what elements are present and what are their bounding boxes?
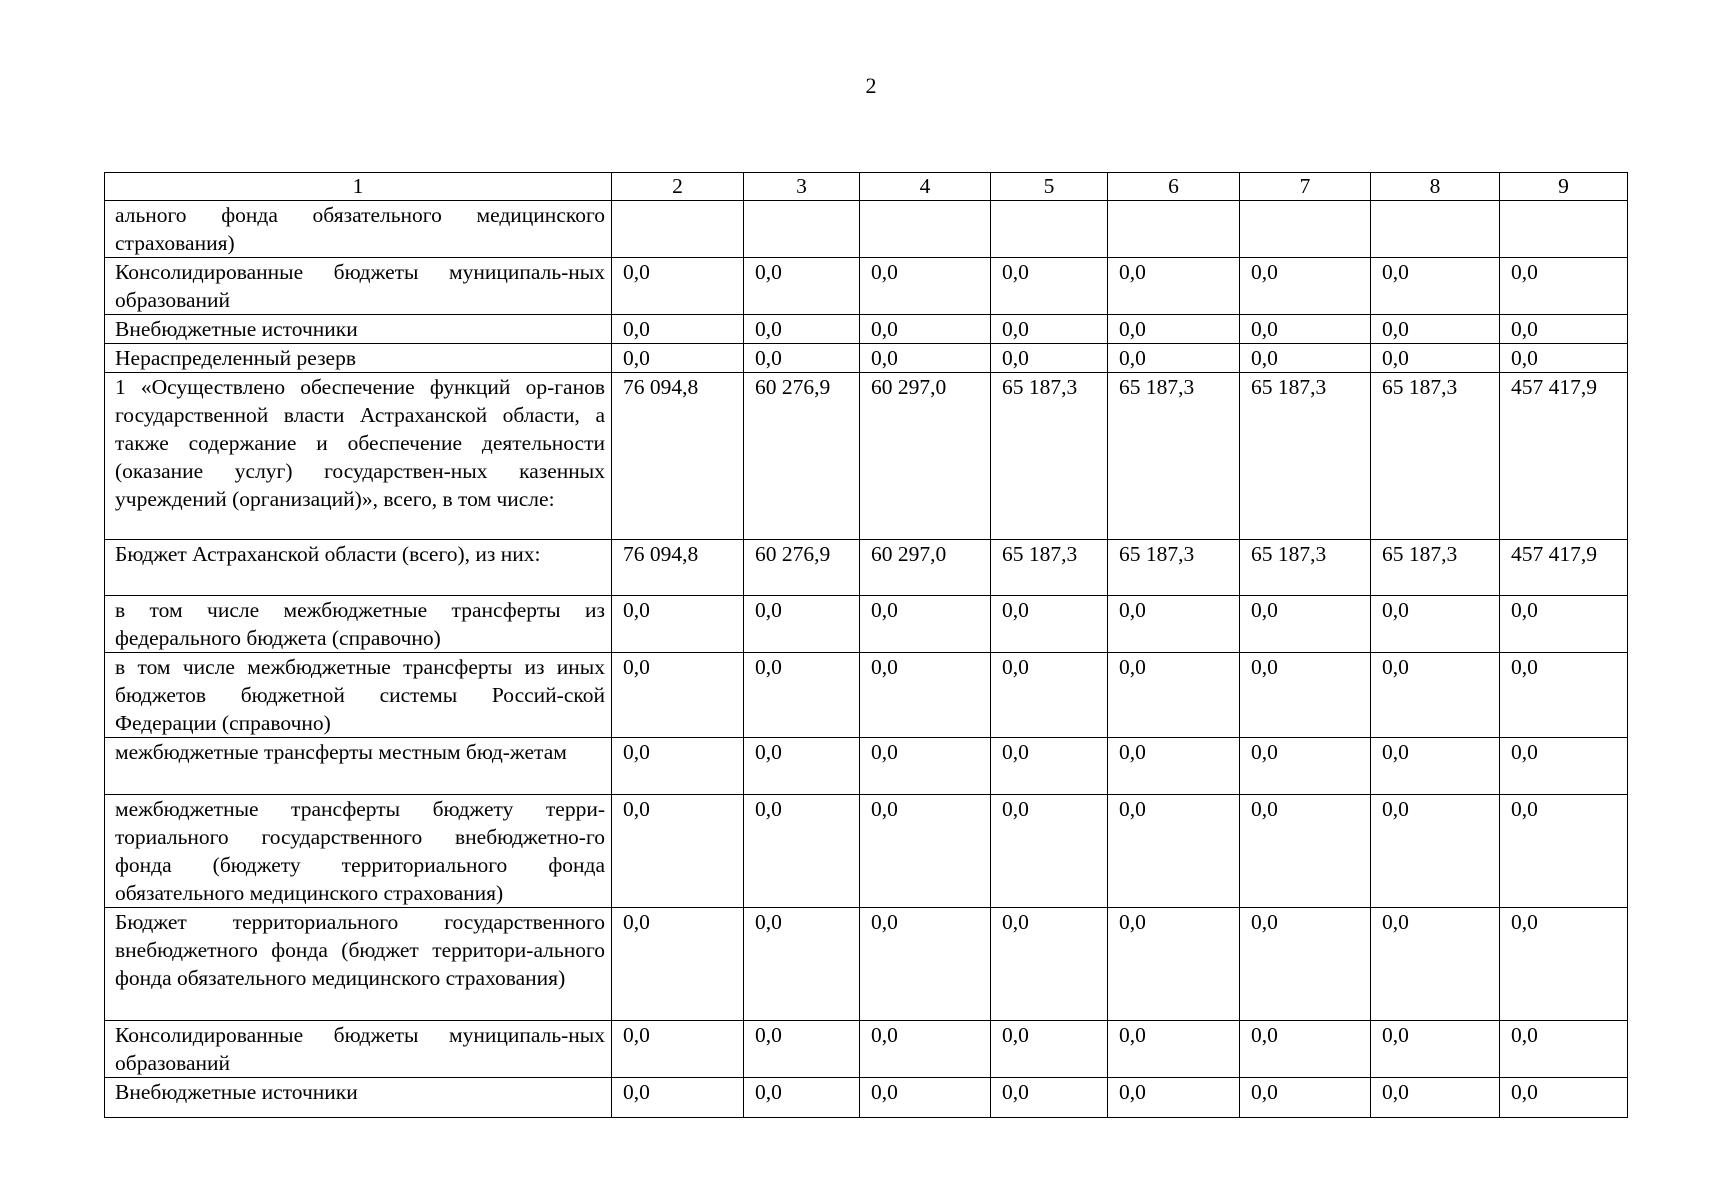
table-row: [105, 1078, 1628, 1118]
value-cell: 0,0: [1108, 1021, 1240, 1078]
value-cell: [612, 201, 744, 258]
budget-table: [104, 172, 1628, 1118]
table-row: [105, 373, 1628, 540]
value-cell: 0,0: [1500, 795, 1628, 908]
value-cell: 0,0: [991, 344, 1108, 373]
row-label: Консолидированные бюджеты муниципаль-ных образований: [105, 1021, 612, 1078]
value-cell: 65 187,3: [1240, 540, 1371, 596]
value-cell: 0,0: [991, 738, 1108, 795]
value-cell: 0,0: [1240, 258, 1371, 315]
value-cell: 0,0: [860, 738, 991, 795]
value-cell: 0,0: [1500, 1021, 1628, 1078]
value-cell: 0,0: [991, 1078, 1108, 1118]
value-cell: 0,0: [1371, 344, 1500, 373]
table-row: [105, 258, 1628, 315]
value-cell: 0,0: [1240, 653, 1371, 738]
value-cell: 0,0: [991, 1021, 1108, 1078]
column-number-3: 3: [744, 173, 860, 201]
value-cell: 0,0: [860, 795, 991, 908]
row-label: в том числе межбюджетные трансферты из иных бюджетов бюджетной системы Россий-ской Федерации (справочно): [105, 653, 612, 738]
value-cell: 0,0: [1500, 596, 1628, 653]
value-cell: 0,0: [1240, 344, 1371, 373]
column-number-8: 8: [1371, 173, 1500, 201]
table-row: [105, 795, 1628, 908]
value-cell: 0,0: [860, 315, 991, 344]
value-cell: 0,0: [1108, 344, 1240, 373]
value-cell: 0,0: [612, 596, 744, 653]
value-cell: [1371, 201, 1500, 258]
column-number-header-row: [105, 173, 1628, 201]
value-cell: 0,0: [991, 258, 1108, 315]
value-cell: [860, 201, 991, 258]
page-number: 2: [865, 73, 877, 98]
value-cell: [1240, 201, 1371, 258]
value-cell: 0,0: [860, 258, 991, 315]
row-label: Внебюджетные источники: [105, 315, 612, 344]
table-row: [105, 908, 1628, 1021]
value-cell: 0,0: [744, 258, 860, 315]
value-cell: 0,0: [1108, 596, 1240, 653]
value-cell: 0,0: [1371, 596, 1500, 653]
value-cell: 0,0: [860, 653, 991, 738]
value-cell: 65 187,3: [1240, 373, 1371, 540]
value-cell: 0,0: [1108, 258, 1240, 315]
value-cell: 76 094,8: [612, 540, 744, 596]
value-cell: 60 276,9: [744, 373, 860, 540]
value-cell: 0,0: [1371, 795, 1500, 908]
value-cell: 65 187,3: [991, 540, 1108, 596]
value-cell: 0,0: [1500, 738, 1628, 795]
value-cell: 0,0: [612, 344, 744, 373]
value-cell: 0,0: [1240, 908, 1371, 1021]
row-label: Внебюджетные источники: [105, 1078, 612, 1118]
value-cell: 0,0: [744, 908, 860, 1021]
value-cell: 60 276,9: [744, 540, 860, 596]
value-cell: 65 187,3: [1108, 373, 1240, 540]
value-cell: 0,0: [991, 596, 1108, 653]
value-cell: 76 094,8: [612, 373, 744, 540]
value-cell: 0,0: [1371, 258, 1500, 315]
value-cell: 0,0: [860, 596, 991, 653]
row-label: Бюджет территориального государственного внебюджетного фонда (бюджет территори-ального фонда обязательного медицинского страхования): [105, 908, 612, 1021]
value-cell: 0,0: [1500, 315, 1628, 344]
value-cell: 0,0: [1500, 1078, 1628, 1118]
value-cell: 0,0: [1500, 258, 1628, 315]
value-cell: 65 187,3: [1108, 540, 1240, 596]
column-number-4: 4: [860, 173, 991, 201]
row-label: Консолидированные бюджеты муниципаль-ных образований: [105, 258, 612, 315]
value-cell: 0,0: [1371, 315, 1500, 344]
value-cell: 0,0: [1500, 344, 1628, 373]
value-cell: [1108, 201, 1240, 258]
value-cell: 0,0: [860, 1021, 991, 1078]
value-cell: 0,0: [1108, 653, 1240, 738]
value-cell: 0,0: [1371, 738, 1500, 795]
value-cell: 0,0: [744, 1021, 860, 1078]
row-label: межбюджетные трансферты местным бюд-жетам: [105, 738, 612, 795]
value-cell: 0,0: [744, 653, 860, 738]
row-label: в том числе межбюджетные трансферты из федерального бюджета (справочно): [105, 596, 612, 653]
value-cell: 0,0: [612, 908, 744, 1021]
value-cell: 65 187,3: [991, 373, 1108, 540]
table-row: [105, 596, 1628, 653]
value-cell: 0,0: [1108, 315, 1240, 344]
value-cell: 0,0: [612, 315, 744, 344]
value-cell: 0,0: [744, 1078, 860, 1118]
value-cell: 0,0: [1240, 795, 1371, 908]
value-cell: 0,0: [744, 596, 860, 653]
table-row: [105, 653, 1628, 738]
column-number-7: 7: [1240, 173, 1371, 201]
column-number-2: 2: [612, 173, 744, 201]
table-row: [105, 738, 1628, 795]
value-cell: 457 417,9: [1500, 373, 1628, 540]
value-cell: 60 297,0: [860, 373, 991, 540]
value-cell: 0,0: [1500, 908, 1628, 1021]
table-body: [105, 173, 1628, 1118]
column-number-9: 9: [1500, 173, 1628, 201]
value-cell: [991, 201, 1108, 258]
value-cell: 457 417,9: [1500, 540, 1628, 596]
column-number-5: 5: [991, 173, 1108, 201]
value-cell: 0,0: [1108, 738, 1240, 795]
table-row: [105, 540, 1628, 596]
value-cell: 0,0: [1371, 1078, 1500, 1118]
value-cell: 0,0: [612, 738, 744, 795]
value-cell: 0,0: [860, 908, 991, 1021]
value-cell: [744, 201, 860, 258]
value-cell: 0,0: [1240, 738, 1371, 795]
table-row: [105, 315, 1628, 344]
value-cell: 0,0: [991, 653, 1108, 738]
value-cell: 0,0: [991, 908, 1108, 1021]
value-cell: 0,0: [1108, 795, 1240, 908]
row-label: 1 «Осуществлено обеспечение функций ор-ганов государственной власти Астраханской области, а также содержание и обеспечение деятельности (оказание услуг) государствен-ных казенных учреждений (организаций)», всего, в том числе:: [105, 373, 612, 540]
value-cell: 0,0: [612, 258, 744, 315]
value-cell: 0,0: [1240, 315, 1371, 344]
value-cell: 0,0: [1240, 1078, 1371, 1118]
value-cell: 0,0: [860, 344, 991, 373]
value-cell: 0,0: [612, 795, 744, 908]
value-cell: 0,0: [1371, 653, 1500, 738]
row-label: межбюджетные трансферты бюджету терри-ториального государственного внебюджетно-го фонда (бюджету территориального фонда обязательного медицинского страхования): [105, 795, 612, 908]
value-cell: 0,0: [1371, 1021, 1500, 1078]
value-cell: [1500, 201, 1628, 258]
column-number-1: 1: [105, 173, 612, 201]
value-cell: 0,0: [1240, 1021, 1371, 1078]
table-row: [105, 1021, 1628, 1078]
value-cell: 0,0: [744, 795, 860, 908]
value-cell: 0,0: [1240, 596, 1371, 653]
value-cell: 0,0: [612, 1021, 744, 1078]
value-cell: 60 297,0: [860, 540, 991, 596]
value-cell: 65 187,3: [1371, 373, 1500, 540]
value-cell: 0,0: [1108, 1078, 1240, 1118]
value-cell: 65 187,3: [1371, 540, 1500, 596]
table-row: [105, 344, 1628, 373]
value-cell: 0,0: [1500, 653, 1628, 738]
column-number-6: 6: [1108, 173, 1240, 201]
row-label: Бюджет Астраханской области (всего), из них:: [105, 540, 612, 596]
table-row: [105, 201, 1628, 258]
value-cell: 0,0: [1371, 908, 1500, 1021]
value-cell: 0,0: [612, 653, 744, 738]
value-cell: 0,0: [744, 738, 860, 795]
value-cell: 0,0: [860, 1078, 991, 1118]
value-cell: 0,0: [744, 315, 860, 344]
value-cell: 0,0: [612, 1078, 744, 1118]
row-label: ального фонда обязательного медицинского страхования): [105, 201, 612, 258]
value-cell: 0,0: [1108, 908, 1240, 1021]
value-cell: 0,0: [744, 344, 860, 373]
value-cell: 0,0: [991, 795, 1108, 908]
value-cell: 0,0: [991, 315, 1108, 344]
row-label: Нераспределенный резерв: [105, 344, 612, 373]
